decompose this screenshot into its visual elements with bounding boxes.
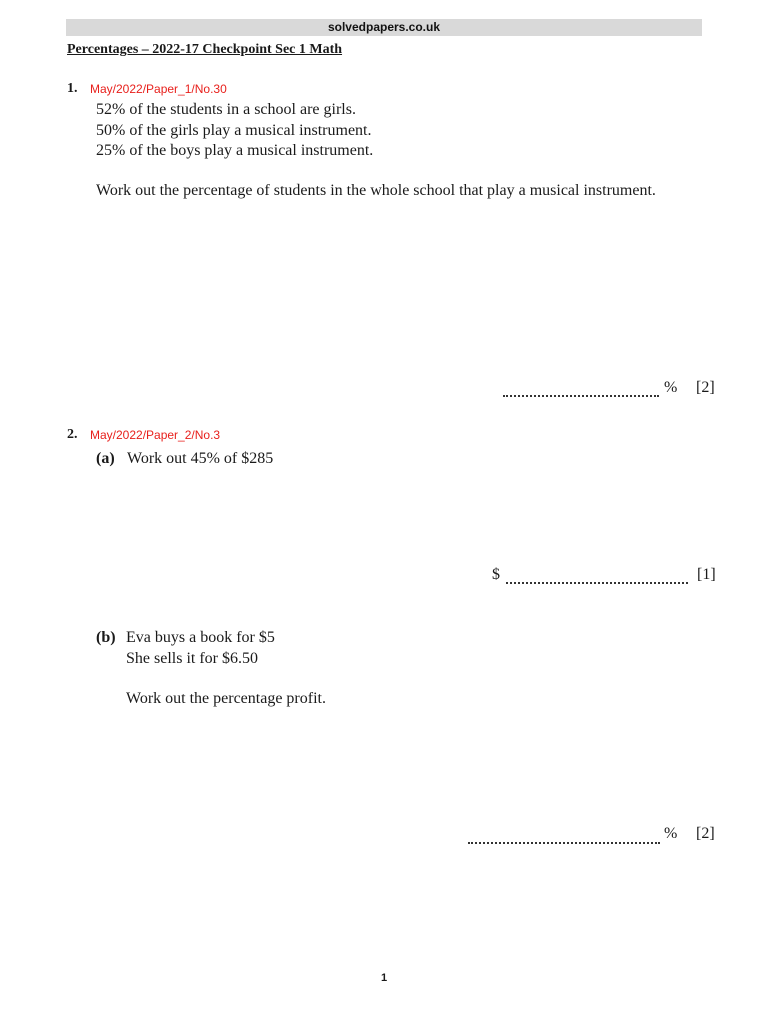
question-1-line-1: 52% of the students in a school are girls. bbox=[96, 101, 356, 118]
question-2b-line-1: Eva buys a book for $5 bbox=[126, 629, 275, 646]
question-1-marks: [2] bbox=[696, 379, 715, 396]
question-2a-label: (a) bbox=[96, 450, 115, 467]
question-1-answer-line[interactable] bbox=[503, 392, 659, 397]
question-2-reference: May/2022/Paper_2/No.3 bbox=[90, 428, 221, 442]
question-2a-answer-prefix: $ bbox=[492, 566, 500, 583]
question-2b-answer-line[interactable] bbox=[468, 839, 660, 844]
question-2b-label: (b) bbox=[96, 629, 116, 646]
site-banner: solvedpapers.co.uk bbox=[66, 19, 702, 36]
question-1-number: 1. bbox=[67, 81, 78, 96]
question-2-number: 2. bbox=[67, 427, 78, 442]
question-2b-line-3: Work out the percentage profit. bbox=[126, 690, 326, 707]
document-title: Percentages – 2022-17 Checkpoint Sec 1 Math bbox=[67, 42, 343, 57]
question-1-line-2: 50% of the girls play a musical instrument. bbox=[96, 122, 372, 139]
question-1-line-4: Work out the percentage of students in the whole school that play a musical instrument. bbox=[96, 182, 656, 199]
question-2b-marks: [2] bbox=[696, 825, 715, 842]
question-2a-answer-line[interactable] bbox=[506, 579, 688, 584]
question-1-line-3: 25% of the boys play a musical instrument. bbox=[96, 142, 374, 159]
question-1-reference: May/2022/Paper_1/No.30 bbox=[90, 82, 227, 96]
page-number: 1 bbox=[380, 972, 388, 984]
question-2b-line-2: She sells it for $6.50 bbox=[126, 650, 258, 667]
question-2b-answer-unit: % bbox=[664, 825, 678, 842]
question-1-answer-unit: % bbox=[664, 379, 678, 396]
question-2a-line-1: Work out 45% of $285 bbox=[127, 450, 274, 467]
question-2a-marks: [1] bbox=[697, 566, 716, 583]
